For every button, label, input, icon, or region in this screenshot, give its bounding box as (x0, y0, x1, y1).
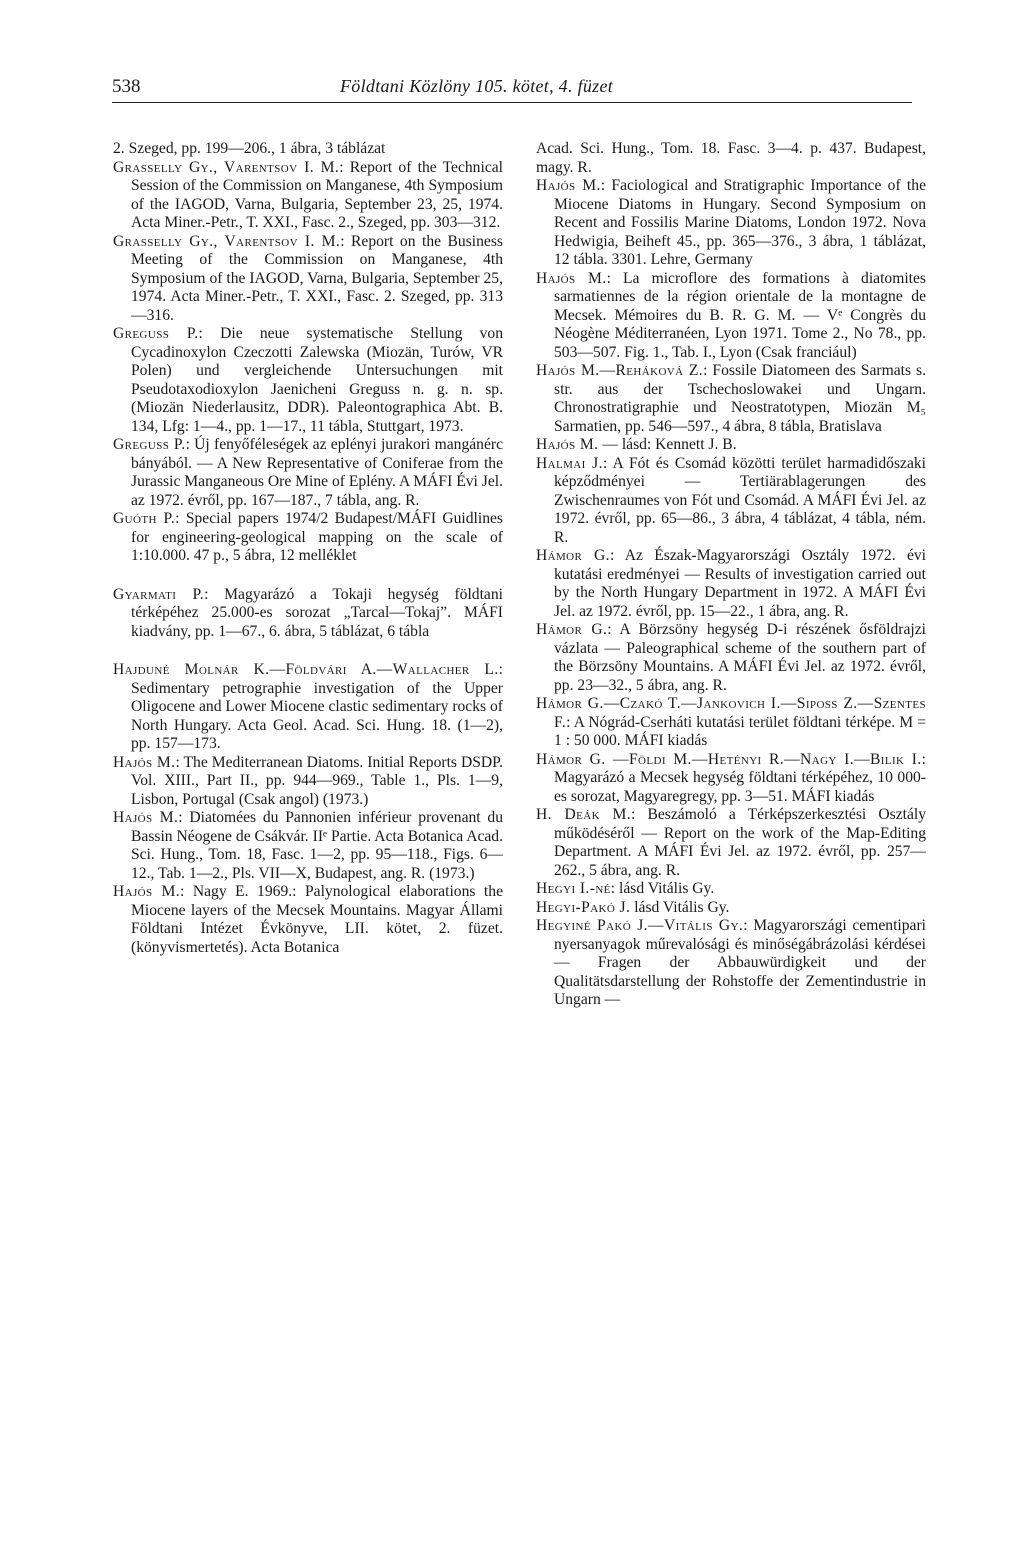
entry-author: Gyarmati P. (113, 585, 205, 603)
page-header (112, 76, 912, 103)
bibliography-entry (113, 233, 503, 326)
entry-author: Grasselly Gy., Varentsov I. M. (113, 158, 340, 176)
entry-author: Hajós M.—Reháková Z. (536, 362, 704, 379)
entry-text: : Diatomées du Pannonien inférieur provenant du Bassin Néogene de Csákvár. IIᵉ Partie. Acta Botanica Acad. Sci. Hung., Tom. 18, Fasc. 1—2, pp. 95—118., Figs. 6—12., Tab. 1—2., Pls. VII—X, Budapest, ang. R. (1973.) (131, 809, 503, 882)
entry-author: Greguss P. (113, 436, 186, 453)
entry-text: : A Nógrád-Cserháti kutatási terület földtani térképe. M = 1 : 50 000. MÁFI kiadás (554, 713, 926, 749)
bibliography-entry (113, 140, 503, 159)
entry-text: : Az Észak-Magyarországi Osztály 1972. évi kutatási eredményei — Results of investigation carried out by the North Hungary Department in 1972. A MÁFI Évi Jel. az 1972. évről, pp. 15—22., 1 ábra, ang. R. (554, 547, 926, 620)
entry-author: Hegyi I.-né (536, 880, 611, 897)
entry-text: : Die neue systematische Stellung von Cycadinoxylon Czeczotti Zalewska (Miozän, Turów, VR Polen) und vergleichende Untersuchungen mit Pseudotaxodioxylon Jaenicheni Greguss n. g. n. sp. (Miozän Niederlausitz, DDR). Paleontographica Abt. B. 134, Lfg: 1—4., pp. 1—17., 11 tábla, Stuttgart, 1973. (131, 325, 503, 435)
entry-text: : A Fót és Csomád közötti terület harmadidőszaki képződményei — Tertiärablagerungen des Zwischenraumes von Fót und Csomád. A MÁFI Évi Jel. az 1972. évről, pp. 65—86., 3 ábra, 4 táblázat, 4 tábla, ném. R. (554, 454, 927, 546)
page-number: 538 (112, 76, 141, 97)
bibliography-entry (113, 325, 503, 436)
entry-text: : A Börzsöny hegység D-i részének ősföldrajzi vázlata — Paleographical scheme of the southern part of the Börzsöny Mountains. A MÁFI Évi Jel. az 1972. évről, pp. 23—32., 5 ábra, ang. R. (554, 621, 926, 694)
entry-author: Grasselly Gy., Varentsov I. M. (113, 232, 341, 250)
entry-text: : Magyarázó a Tokaji hegység földtani térképéhez 25.000-es sorozat „Tarcal—Tokaj”. MÁFI kiadvány, pp. 1—67., 6. ábra, 5 táblázat, 6 tábla (131, 585, 503, 640)
left-column (113, 140, 503, 957)
entry-text: — lásd: Kennett J. B. (598, 436, 737, 453)
bibliography-entry (113, 661, 503, 754)
entry-author: Halmai J. (536, 454, 603, 472)
bibliography-entry (536, 917, 926, 1010)
entry-text: : The Mediterranean Diatoms. Initial Reports DSDP. Vol. XIII., Part II., pp. 944—969., Table 1., Pls. 1—9, Lisbon, Portugal (Csak angol) (1973.) (131, 753, 503, 808)
bibliography-entry (536, 621, 926, 695)
bibliography-entry (113, 586, 503, 642)
entry-author: Hámor G.—Czakó T.—Jankovich I.—Siposs Z.—Szentes F. (536, 695, 926, 731)
entry-author: Hámor G. (536, 621, 608, 638)
bibliography-entry (113, 159, 503, 233)
bibliography-entry (113, 436, 503, 510)
entry-author: Hajós M. (113, 753, 176, 771)
entry-author: Hajós M. (536, 269, 607, 287)
bibliography-entry (536, 362, 926, 436)
entry-text: : La microflore des formations à diatomites sarmatiennes de la région orientale de la montagne de Mecsek. Mémoires du B. R. G. M. — Vᵉ Congrès du Néogène Méditerranéen, Lyon 1971. Tome 2., No 78., pp. 503—507. Fig. 1., Tab. I., Lyon (Csak franciául) (554, 269, 926, 361)
entry-text: : Magyarországi cementipari nyersanyagok műrevalósági és minőségábrázolási kérdései — Fragen der Abbauwürdigkeit und der Qualitätsdarstellung der Rohstoffe der Zementindustrie in Ungarn — (554, 917, 926, 1008)
entry-text: : lásd Vitális Gy. (610, 880, 715, 897)
entry-author: Hajós M. (113, 809, 179, 826)
right-column (536, 140, 926, 1010)
entry-author: Hajduné Molnár K.—Földvári A.—Wallacher L. (113, 661, 499, 678)
bibliography-entry (536, 270, 926, 363)
entry-text: : Faciological and Stratigraphic Importance of the Miocene Diatoms in Hungary. Second Symposium on Recent and Fossilis Marine Diatoms, London 1972. Nova Hedwigia, Beiheft 45., pp. 365—376., 3 ábra, 1 táblázat, 12 tábla. 3301. Lehre, Germany (554, 177, 926, 268)
bibliography-entry (536, 695, 926, 751)
entry-author: H. Deák M. (536, 806, 632, 823)
entry-text: lásd Vitális Gy. (630, 898, 730, 916)
entry-text: 2. Szeged, pp. 199—206., 1 ábra, 3 táblázat (113, 140, 386, 157)
entry-text: : Új fenyőféleségek az eplényi jurakori mangánérc bányából. — A New Representative of Coniferae from the Jurassic Manganeous Ore Mine of Eplény. A MÁFI Évi Jel. az 1972. évről, pp. 167—187., 7 tábla, ang. R. (131, 436, 503, 509)
entry-text: : Sedimentary petrographie investigation of the Upper Oligocene and Lower Miocene clastic sedimentary rocks of North Hungary. Acta Geol. Acad. Sci. Hung. 18. (1—2), pp. 157—173. (131, 661, 503, 752)
entry-author: Greguss P. (113, 325, 199, 342)
entry-author: Hajós M. (536, 177, 601, 194)
bibliography-entry (536, 177, 926, 270)
bibliography-entry (536, 806, 926, 880)
entry-text: Acad. Sci. Hung., Tom. 18. Fasc. 3—4. p. 437. Budapest, magy. R. (536, 140, 926, 176)
bibliography-entry (113, 883, 503, 957)
entry-author: Hajós M. (536, 436, 599, 453)
bibliography-entry (536, 880, 926, 899)
entry-author: Hajós M. (113, 883, 181, 900)
bibliography-entry (536, 140, 926, 177)
bibliography-entry (536, 547, 926, 621)
entry-text: : Special papers 1974/2 Budapest/MÁFI Guidlines for engineering-geological mapping on the scale of 1:10.000. 47 p., 5 ábra, 12 melléklet (131, 510, 503, 564)
entry-author: Hámor G. (536, 547, 610, 564)
entry-author: Hegyi-Pakó J. (536, 898, 631, 916)
bibliography-entry (113, 510, 503, 566)
entry-text: : Beszámoló a Térképszerkesztési Osztály működéséről — Report on the work of the Map-Editing Department. A MÁFI Évi Jel. az 1972. évről, pp. 257—262., 5 ábra, ang. R. (554, 806, 927, 879)
bibliography-entry (536, 455, 926, 548)
bibliography-entry (536, 751, 926, 807)
bibliography-entry (536, 436, 926, 455)
bibliography-entry (113, 754, 503, 810)
entry-text: : Nagy E. 1969.: Palynological elaborations the Miocene layers of the Mecsek Mountains. Magyar Állami Földtani Intézet Évkönyve, LII. kötet, 2. füzet. (könyvismertetés). Acta Botanica (131, 883, 503, 956)
entry-author: Hámor G. —Földi M.—Hetényi R.—Nagy I.—Bilik I. (536, 750, 922, 768)
bibliography-entry (113, 809, 503, 883)
entry-author: Hegyiné Pakó J.—Vitális Gy. (536, 917, 744, 934)
bibliography-entry (536, 899, 926, 918)
entry-text: : Report on the Business Meeting of the Commission on Manganese, 4th Symposium of the IAGOD, Varna, Bulgaria, September 25, 1974. Acta Miner.-Petr., T. XXI., Fasc. 2. Szeged, pp. 313—316. (131, 232, 503, 324)
entry-text: : Magyarázó a Mecsek hegység földtani térképéhez, 10 000-es sorozat, Magyaregregy, pp. 3—51. MÁFI kiadás (554, 750, 926, 805)
entry-text: : Report of the Technical Session of the Commission on Manganese, 4th Symposium of the IAGOD, Varna, Bulgaria, September 23, 25, 1974. Acta Miner.-Petr., T. XXI., Fasc. 2., Szeged, pp. 303—312. (131, 158, 503, 231)
entry-author: Guóth P. (113, 510, 176, 527)
running-title: Földtani Közlöny 105. kötet, 4. füzet (340, 76, 614, 96)
entry-text: : Fossile Diatomeen des Sarmats s. str. aus der Tschechoslowakei und Ungarn. Chronostratigraphie und Neostratotypen, Miozän M₅ Sarmatien, pp. 546—597., 4 ábra, 8 tábla, Bratislava (554, 362, 926, 435)
